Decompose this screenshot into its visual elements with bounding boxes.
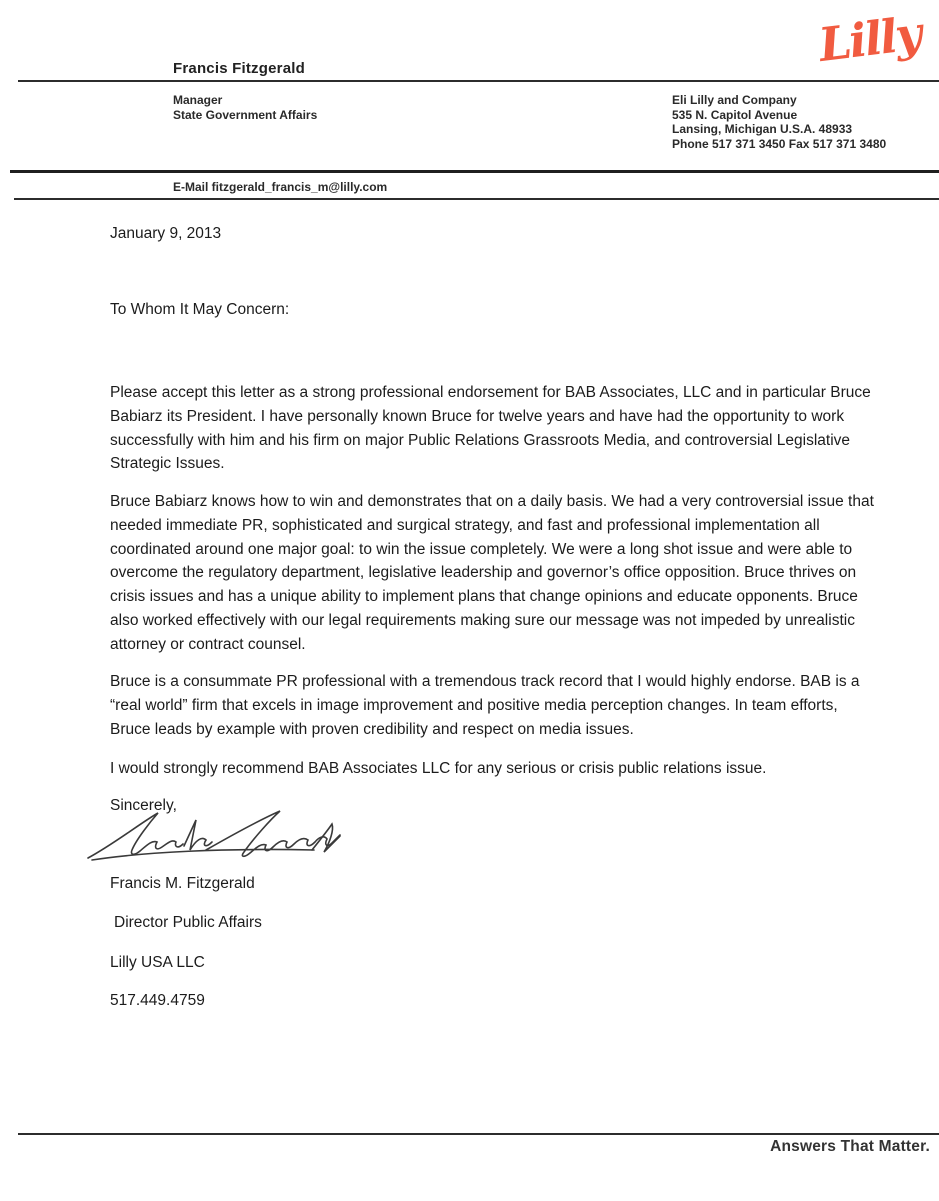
letter-paragraph-1: Please accept this letter as a strong professional endorsement for BAB Associates, LLC and in particular Bruce Babiarz its President. I have personally known Bruce for twelve years and have had the opportunity to work successfully with him and his firm on major Public Relations Grassroots Media, and controversial Legislative Strategic Issues. xyxy=(110,384,871,473)
letterhead-address-block xyxy=(672,93,886,151)
letter-date: January 9, 2013 xyxy=(110,225,222,242)
letterhead-rule-top xyxy=(18,80,939,82)
letterhead-address-line-3: Lansing, Michigan U.S.A. 48933 xyxy=(672,122,853,137)
letterhead-rule-middle xyxy=(10,170,939,173)
signer-phone: 517.449.4759 xyxy=(110,992,205,1009)
signer-company: Lilly USA LLC xyxy=(110,954,205,971)
letterhead-title-line-1: Manager xyxy=(173,93,223,107)
letter-paragraph-2: Bruce Babiarz knows how to win and demonstrates that on a daily basis. We had a very controversial issue that needed immediate PR, sophisticated and surgical strategy, and fast and professional implementation all coordinated around one major goal: to win the issue completely. We were a long shot issue and were able to overcome the regulatory department, legislative leadership and governor’s office opposition. Bruce thrives on crisis issues and has a unique ability to implement plans that change opinions and educate opponents. Bruce also worked effectively with our legal requirements making sure our message was not impeded by unrealistic attorney or contract counsel. xyxy=(110,493,874,653)
letter-salutation: To Whom It May Concern: xyxy=(110,301,290,318)
letterhead-rule-bottom xyxy=(14,198,939,200)
letter-paragraph-3: Bruce is a consummate PR professional with a tremendous track record that I would highly endorse. BAB is a “real world” firm that excels in image improvement and positive media perception changes. In team efforts, Bruce leads by example with proven credibility and respect on media issues. xyxy=(110,673,860,738)
lilly-logo: Lilly xyxy=(815,6,924,73)
letter-paragraph-4: I would strongly recommend BAB Associates LLC for any serious or crisis public relations issue. xyxy=(110,760,767,777)
letterhead-address-line-4: Phone 517 371 3450 Fax 517 371 3480 xyxy=(672,136,887,151)
letter-closing: Sincerely, xyxy=(110,797,177,814)
letterhead-title-line-2: State Government Affairs xyxy=(173,108,318,122)
signer-name: Francis M. Fitzgerald xyxy=(110,875,255,892)
letterhead-email: E-Mail fitzgerald_francis_m@lilly.com xyxy=(173,180,388,194)
letterhead-title-block xyxy=(173,93,317,123)
letterhead-address-line-1: Eli Lilly and Company xyxy=(672,93,797,107)
letterhead-name: Francis Fitzgerald xyxy=(173,60,305,77)
letterhead-address-line-2: 535 N. Capitol Avenue xyxy=(672,107,798,122)
signer-title: Director Public Affairs xyxy=(114,914,262,931)
handwritten-signature-image xyxy=(84,806,344,870)
footer-tagline: Answers That Matter. xyxy=(770,1138,930,1155)
footer-rule xyxy=(18,1133,939,1135)
